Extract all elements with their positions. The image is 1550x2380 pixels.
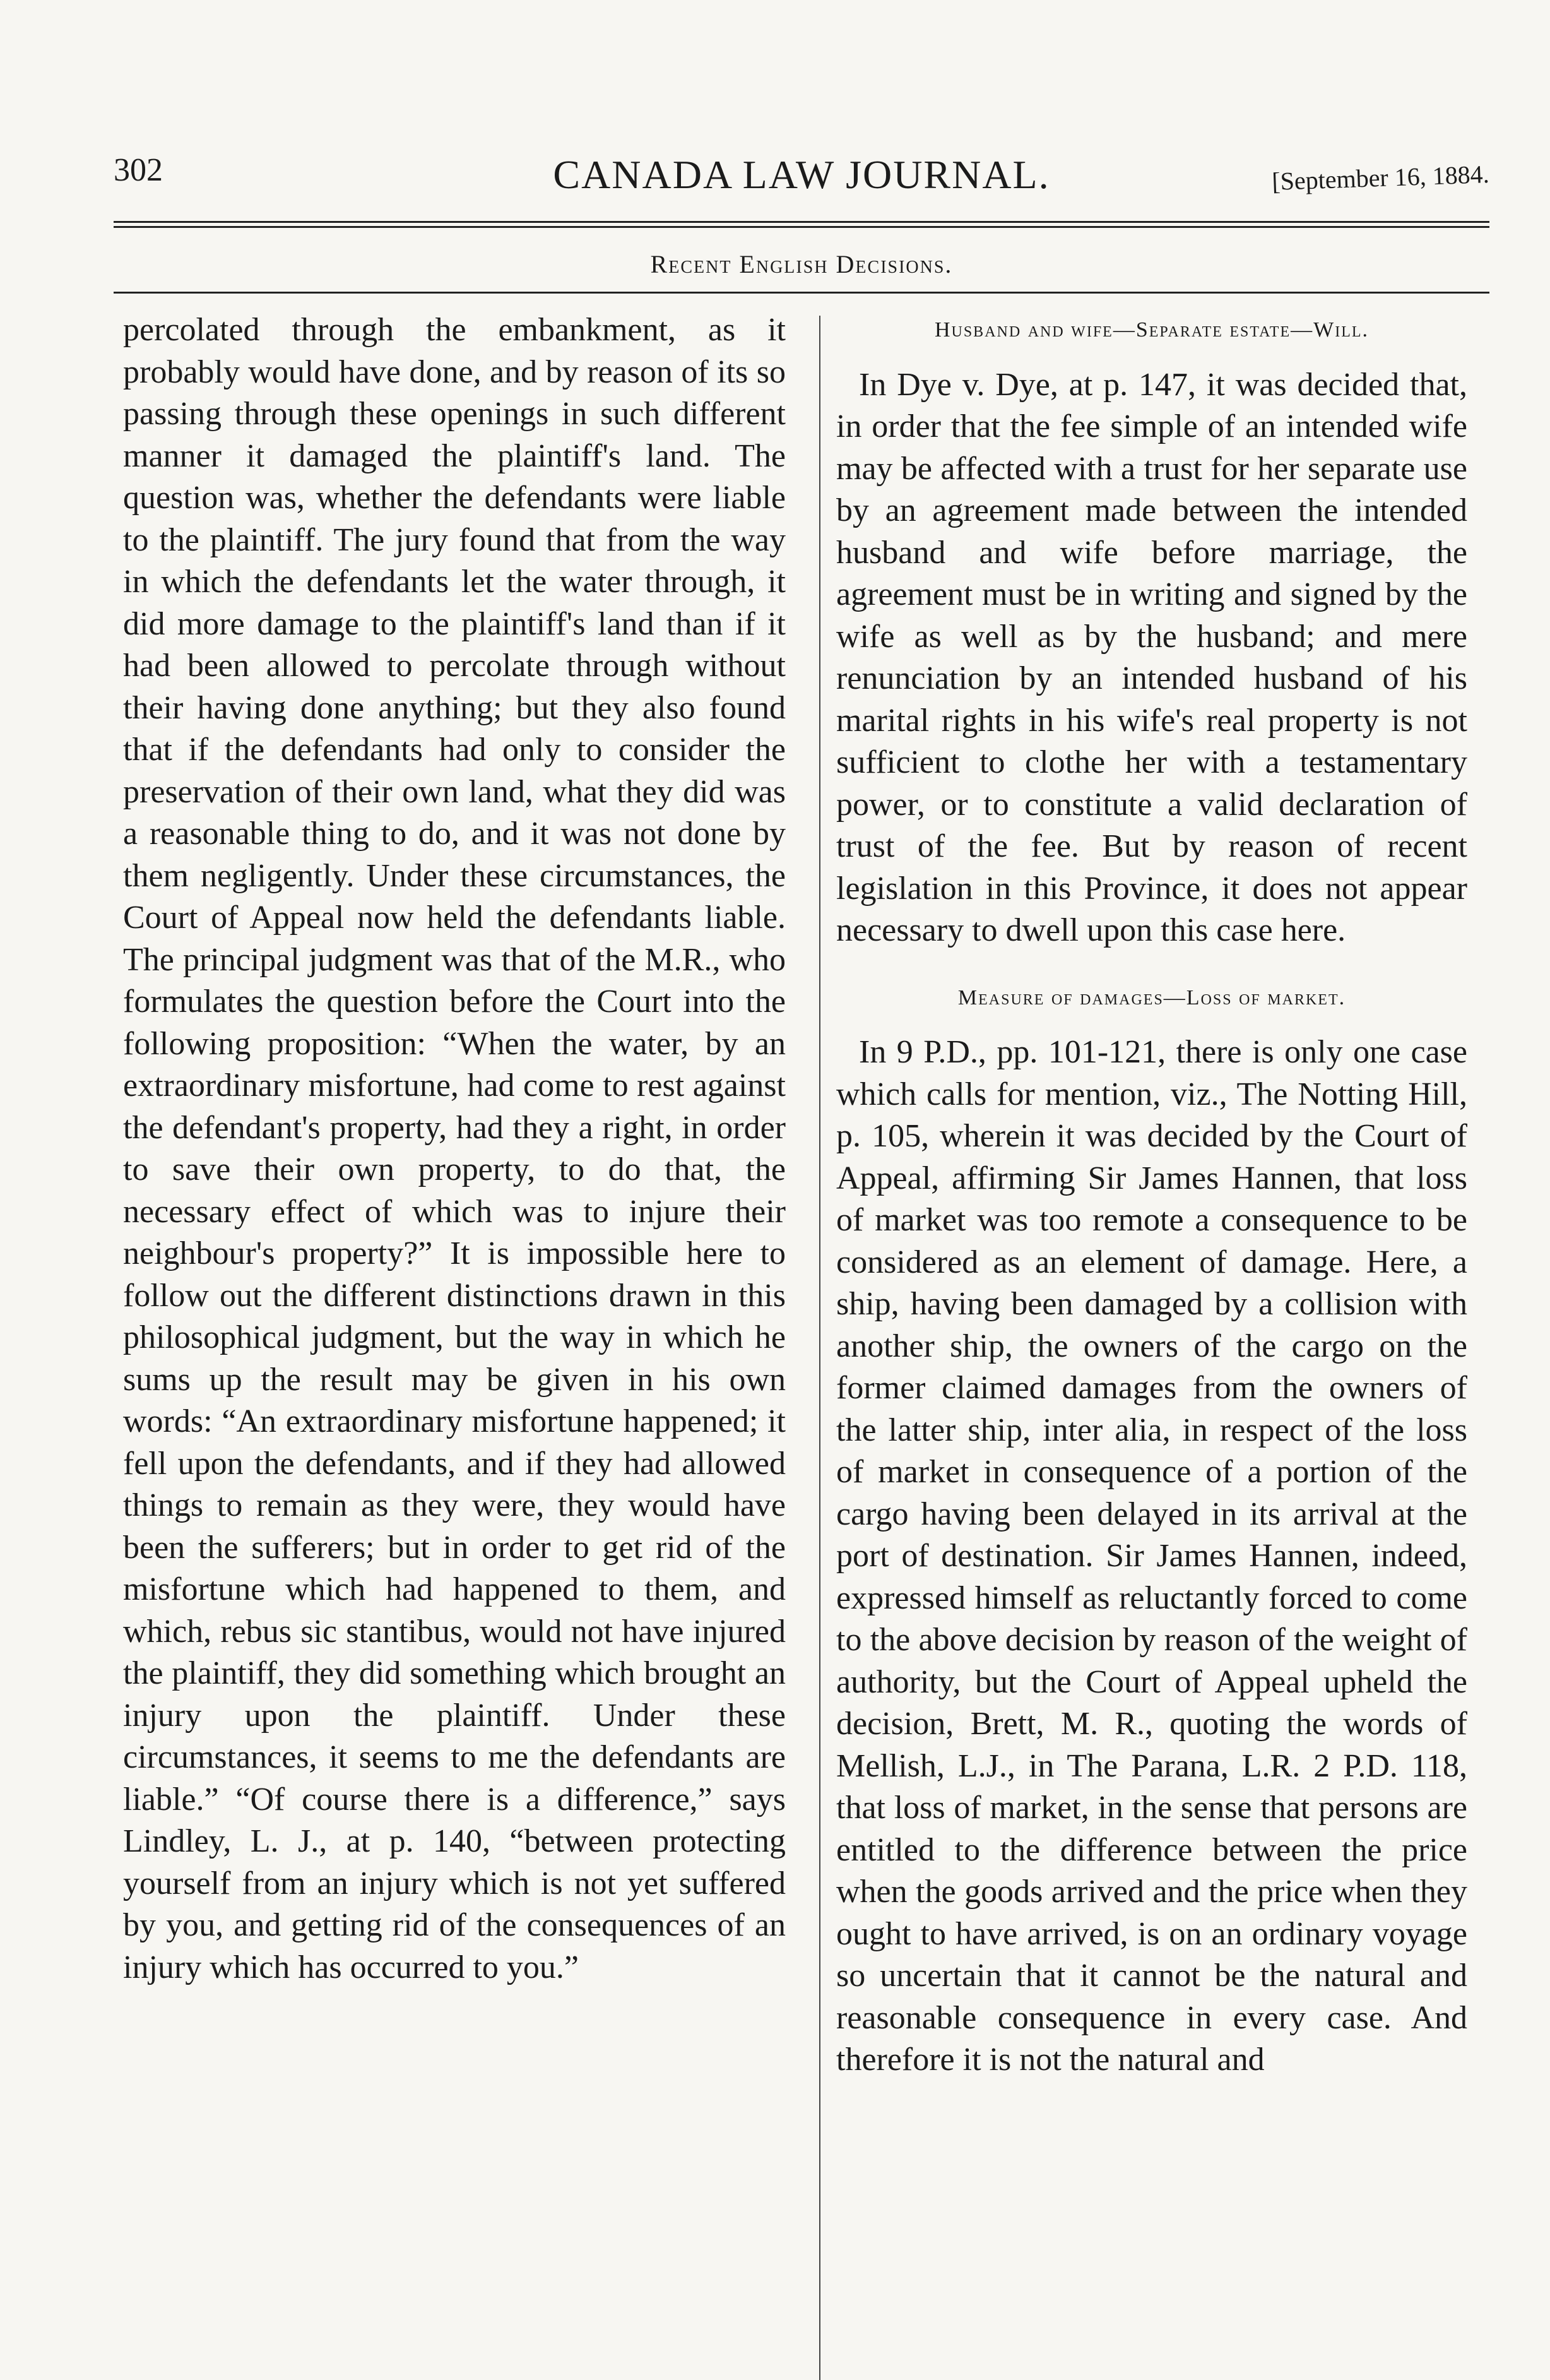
header-rule-top — [114, 221, 1489, 223]
section-rule — [114, 292, 1489, 294]
page-header — [114, 152, 1489, 202]
section-title: Recent English Decisions. — [650, 250, 953, 278]
right-column — [836, 309, 1467, 2081]
heading-measure-of-damages: Measure of damages—Loss of market. — [957, 985, 1346, 1009]
header-rule-bottom — [114, 226, 1489, 228]
paragraph-dye-v-dye: In Dye v. Dye, at p. 147, it was decided that, in order that the fee simple of an intended wife may be affected with a trust for her separate use by an agreement made between the intended husband and wife before marriage, the agreement must be in writing and signed by the wife as well as by the husband; and mere renunciation by an intended husband of his marital rights in his wife's real property is not sufficient to clothe her with a testamentary power, or to constitute a valid declaration of trust of the fee. But by reason of recent legislation in this Province, it does not appear necessary to dwell upon this case here. — [836, 366, 1467, 948]
heading-husband-and-wife: Husband and wife—Separate estate—Will. — [934, 318, 1370, 342]
column-divider — [819, 316, 820, 2380]
paragraph-notting-hill: In 9 P.D., pp. 101-121, there is only one case which calls for mention, viz., The Notting Hill, p. 105, wherein it was decided by the Court of Appeal, affirming Sir James Hannen, that loss of market was too remote a consequence to be considered as an element of damage. Here, a ship, having been damaged by a collision with another ship, the owners of the cargo on the former claimed damages from the owners of the latter ship, inter alia, in respect of the loss of market in consequence of a portion of the cargo having been delayed in its arrival at the port of destination. Sir James Hannen, indeed, expressed himself as reluctantly forced to come to the above decision by reason of the weight of authority, but the Court of Appeal upheld the decision, Brett, M. R., quoting the words of Mellish, L.J., in The Parana, L.R. 2 P.D. 118, that loss of market, in the sense that persons are entitled to the difference between the price when the goods arrived and the price when they ought to have arrived, is on an ordinary voyage so uncertain that it cannot be the natural and reasonable consequence in every case. And therefore it is not the natural and — [836, 1034, 1467, 2078]
journal-title: CANADA LAW JOURNAL. — [553, 152, 1050, 197]
issue-date: [September 16, 1884. — [1271, 160, 1489, 196]
left-column-text: percolated through the embankment, as it probably would have done, and by reason of its so passing through these openings in such different manner it damaged the plaintiff's land. The question was, whether the defendants were liable to the plaintiff. The jury found that from the way in which the defendants let the water through, it did more damage to the plaintiff's land than if it had been allowed to percolate through without their having done anything; but they also found that if the defendants had only to consider the preservation of their own land, what they did was a reasonable thing to do, and it was not done by them negligently. Under these circumstances, the Court of Appeal now held the defendants liable. The principal judgment was that of the M.R., who formulates the question before the Court into the following proposition: “When the water, by an extraordinary misfortune, had come to rest against the defendant's property, had they a right, in order to save their own property, to do that, the necessary effect of which was to injure their neighbour's property?” It is impossible here to follow out the different distinctions drawn in this philosophical judgment, but the way in which he sums up the result may be given in his own words: “An extraordinary misfortune happened; it fell upon the defendants, and if they had allowed things to remain as they were, they would have been the sufferers; but in order to get rid of the misfortune which had happened to them, and which, rebus sic stantibus, would not have injured the plaintiff, they did something which brought an injury upon the plaintiff. Under these circumstances, it seems to me the defendants are liable.” “Of course there is a difference,” says Lindley, L. J., at p. 140, “between protecting yourself from an injury which is not yet suffered by you, and getting rid of the consequences of an injury which has occurred to you.” — [123, 312, 786, 1985]
page-number: 302 — [114, 152, 163, 188]
left-column — [123, 309, 786, 1989]
